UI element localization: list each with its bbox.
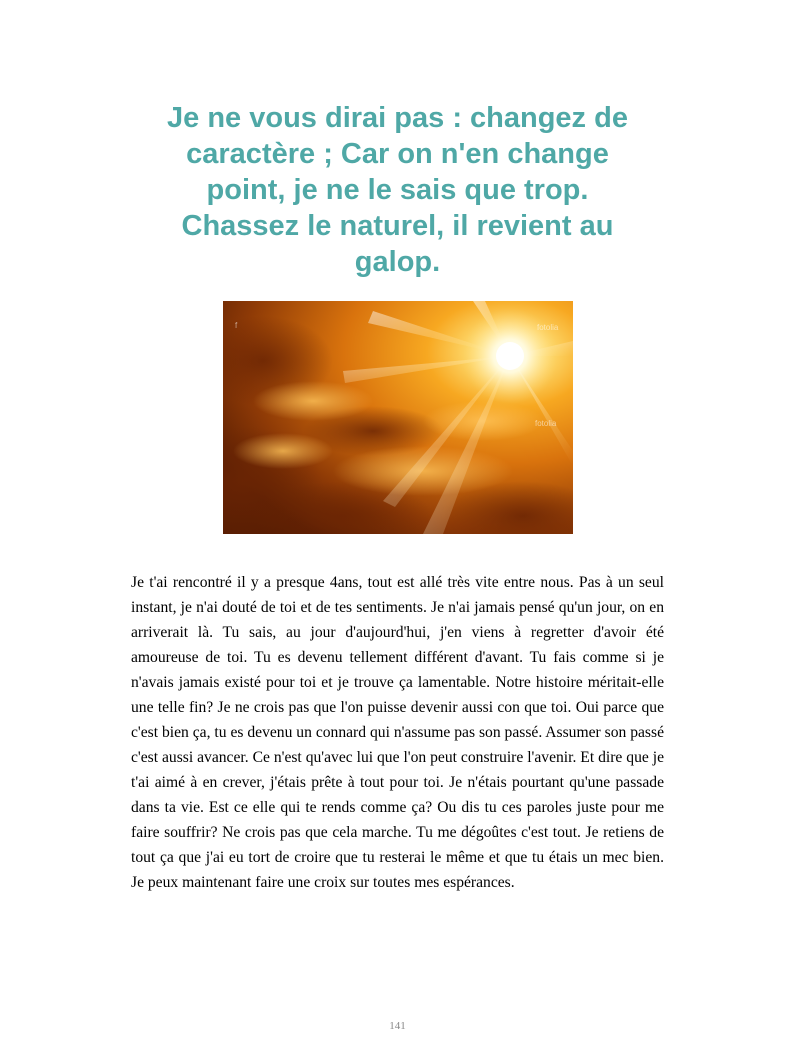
- poem-line: point, je ne le sais que trop.: [206, 174, 589, 206]
- letter-paragraph: Je t'ai rencontré il y a presque 4ans, tout est allé très vite entre nous. Pas à un seul instant, je n'ai douté de toi et de tes sentiments. Je n'ai jamais pensé qu'un jour, on en arriverait là. Tu sais, au jour d'aujourd'hui, j'en viens à regretter d'avoir été amoureuse de toi. Tu es devenu tellement différent d'avant. Tu fais comme si je n'avais jamais existé pour toi et je trouve ça lamentable. Notre histoire méritait-elle une telle fin? Je ne crois pas que l'on puisse devenir aussi con que toi. Oui parce que c'est bien ça, tu es devenu un connard qui n'assume pas son passé. Assumer son passé c'est aussi avancer. Ce n'est qu'avec lui que l'on peut construire l'avenir. Et dire que je t'ai aimé à en crever, j'étais prête à tout pour toi. Je n'étais pourtant qu'une passade dans ta vie. Est ce elle qui te rends comme ça? Ou dis tu ces paroles juste pour me faire souffrir? Ne crois pas que cela marche. Tu me dégoûtes c'est tout. Je retiens de tout ça que j'ai eu tort de croire que tu resterai le même et que tu étais un mec bien. Je peux maintenant faire une croix sur toutes mes espérances.: [131, 574, 664, 891]
- poem-heading: [140, 100, 655, 280]
- watermark-text: fotolia: [535, 419, 557, 428]
- poem-line: galop.: [354, 246, 441, 278]
- corner-mark: f: [235, 321, 238, 330]
- poem-line: Je ne vous dirai pas : changez de: [167, 102, 628, 134]
- page-number: 141: [389, 1020, 406, 1032]
- poem-line: Chassez le naturel, il revient au: [181, 210, 614, 242]
- watermark-text: fotolia: [537, 323, 559, 332]
- poem-line: caractère ; Car on n'en change: [186, 138, 609, 170]
- sunburst-sky-photo: [223, 301, 573, 534]
